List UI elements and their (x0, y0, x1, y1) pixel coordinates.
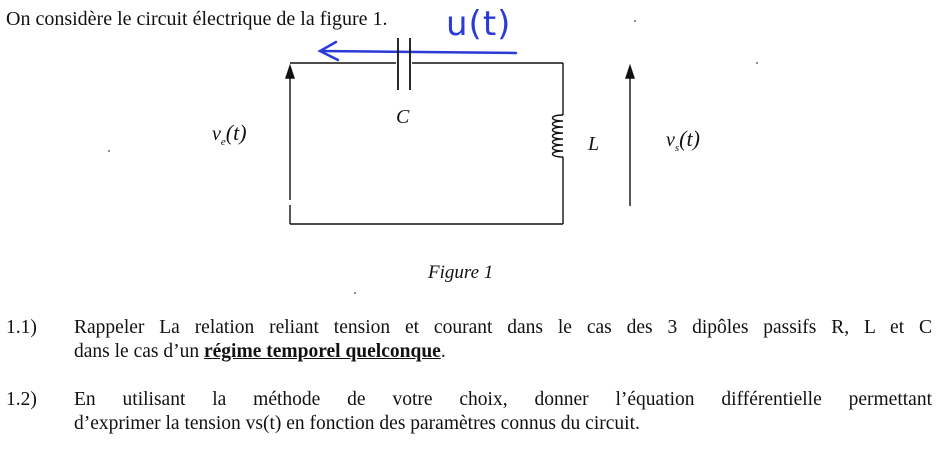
output-voltage-arrow (626, 66, 634, 206)
scan-speck (634, 20, 636, 22)
question-text (74, 388, 932, 436)
emphasis-text: régime temporel quelconque (203, 341, 441, 362)
question-line: En utilisant la méthode de votre choix, donner l’équation différentielle permettant (74, 389, 932, 410)
figure-caption: Figure 1 (428, 262, 494, 283)
question-line: d’exprimer la tension vs(t) en fonction des paramètres connus du circuit. (74, 413, 640, 434)
question-number: 1.1) (6, 317, 37, 338)
scan-speck (756, 62, 758, 64)
handwritten-annotation: u(t) (446, 4, 512, 44)
current-arrow (320, 42, 516, 60)
question-text (74, 316, 932, 364)
question-line: dans le cas d’un régime temporel quelconque. (74, 341, 446, 362)
output-voltage-label: $v_s(t)$ (666, 126, 700, 154)
inductor-symbol (553, 115, 564, 157)
capacitor-symbol (398, 38, 410, 90)
scan-speck (108, 150, 110, 152)
question-line: Rappeler La relation reliant tension et courant dans le cas des 3 dipôles passifs R, L et C (74, 317, 932, 338)
input-voltage-arrow (286, 66, 294, 200)
inductor-label: L (588, 133, 600, 155)
intro-text: On considère le circuit électrique de la figure 1. (6, 8, 388, 30)
scan-speck (354, 292, 356, 294)
input-voltage-label: $v_e(t)$ (212, 120, 247, 148)
question-number: 1.2) (6, 389, 37, 410)
capacitor-label: C (396, 106, 410, 128)
circuit-wires (290, 63, 563, 224)
